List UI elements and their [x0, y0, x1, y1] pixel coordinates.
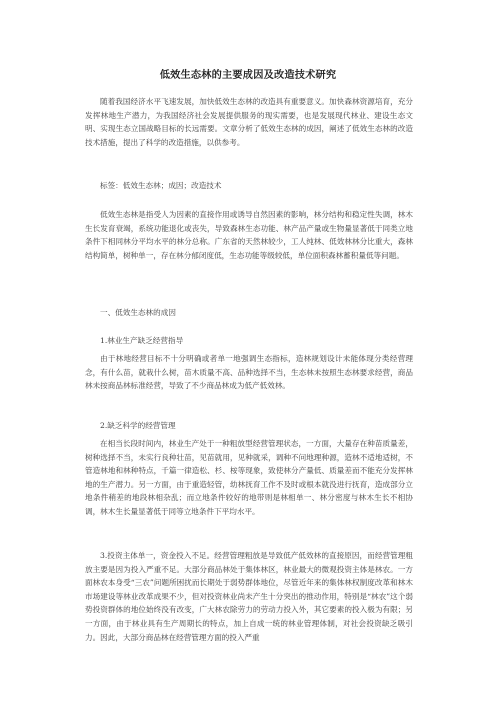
subsection-heading-1: 1.林业生产缺乏经营指导: [100, 336, 184, 345]
paragraph-2: 在相当长段时间内，林业生产处于一种粗放型经营管理状态，一方面，大量存在种苗质量差，树种选择不当，未实行良种壮苗，见苗就用，见种就采，调种不问地理种源，造林不适地适树，不管造林地和林种特点，千篇一律造松、杉、桉等现象，致使林分产量低、质量差而不能充分发挥林地的生产潜力。另一方面，由于重造轻管，幼林抚育工作不及时或根本就没进行抚育，造成部分立地条件稍差的地段林相杂乱；而立地条件较好的地带则是林相单一、林分密度与林木生长不相协调，林木生长量显著低于同等立地条件下平均水平。: [85, 439, 413, 516]
abstract-paragraph: 随着我国经济水平飞速发展，加快低效生态林的改造具有重要意义。加快森林资源培育，充分发挥林地生产潜力，为我国经济社会发展提供服务的现实需要，也是发展现代林业、建设生态文明、实现生态立国战略目标的长远需要。文章分析了低效生态林的成因，阐述了低效生态林的改造技术措施，提出了科学的改造措施，以供参考。: [85, 97, 413, 147]
section-heading-1: 一、低效生态林的成因: [100, 308, 176, 317]
subsection-heading-2: 2.缺乏科学的经营管理: [100, 421, 176, 430]
intro-paragraph: 低效生态林是指受人为因素的直接作用或诱导自然因素的影响，林分结构和稳定性失调，林木生长发育衰竭，系统功能退化或丧失，导致森林生态功能、林产品产量或生物量显著低于同类立地条件下相同林分平均水平的林分总称。广东省的天然林较少，工人纯林、低效林林分比重大，森林结构简单，树种单一，存在林分郁闭度低，生态功能等级较低，单位面积森林蓄积量低等问题。: [85, 210, 413, 260]
paragraph-3: 3.投资主体单一，资金投入不足。经营管理粗放是导致低产低效林的直接原因，而经营管理粗放主要是因为投入严重不足。大部分商品林处于集体林区，林业最大的微观投资主体是林农。一方面林农本身受“三农”问题所困扰而长期处于弱势群体地位，尽管近年来的集体林权制度改革和林木市场建设等林业改革成果不少，但对投资林业尚未产生十分突出的推动作用，特别是“林农”这个弱势投资群体的地位始终没有改变，广大林农除劳力的劳动力投入外，其它要素的投入极为有限；另一方面，由于林业具有生产周期长的特点，加上自成一统的林业管理体制，对社会投资缺乏吸引力。因此，大部分商品林在经营管理方面的投入严重: [85, 551, 413, 642]
page-title: 低效生态林的主要成因及改造技术研究: [159, 69, 337, 81]
keywords-line: 标签：低效生态林；成因；改造技术: [100, 181, 222, 190]
paragraph-1: 由于林地经营目标不十分明确或者单一地强调生态指标，造林规划设计未能体现分类经营理念，有什么苗，就栽什么树，苗木质量不高、品种选择不当，生态林未按照生态林要求经营，商品林未按商品林标准经营，导致了不少商品林成为低产低效林。: [85, 354, 413, 391]
